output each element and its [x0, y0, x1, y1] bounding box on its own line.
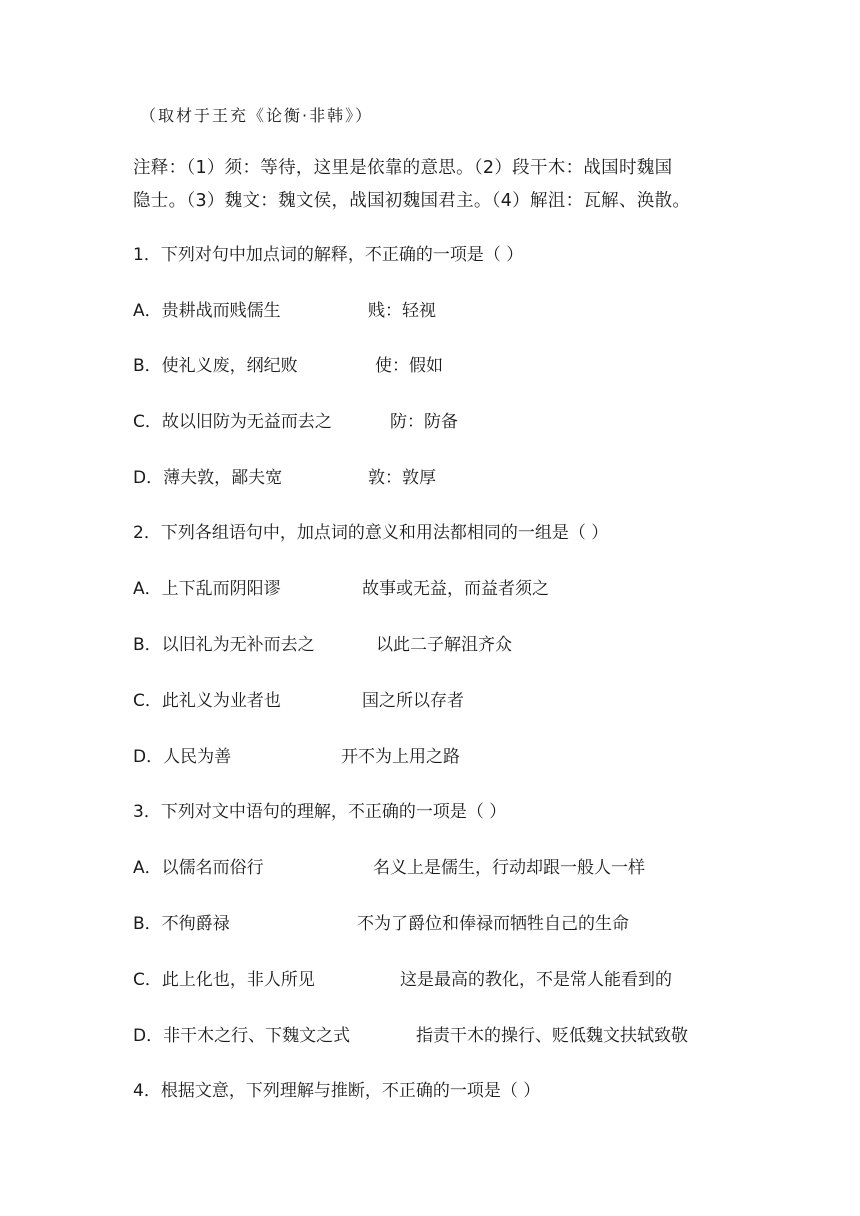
question-1-stem: 1．下列对句中加点词的解释，不正确的一项是（ ）: [133, 245, 524, 265]
question-3-option-a-meaning: 名义上是儒生，行动却跟一般人一样: [373, 858, 645, 878]
source-citation: （取材于王充《论衡·非韩》）: [140, 106, 374, 125]
question-2-stem: 2．下列各组语句中，加点词的意义和用法都相同的一组是（ ）: [133, 523, 609, 543]
annotation-line-1: 注释：（1）须：等待，这里是依靠的意思。（2）段干木：战国时魏国: [133, 158, 673, 178]
question-3-option-b: B．不徇爵禄: [133, 914, 230, 934]
question-3-option-d-meaning: 指责干木的操行、贬低魏文扶轼致敬: [416, 1026, 688, 1046]
question-3-option-b-meaning: 不为了爵位和俸禄而牺牲自己的生命: [357, 914, 629, 934]
question-1-option-b-gloss: 使：假如: [375, 356, 443, 376]
question-3-option-c-meaning: 这是最高的教化，不是常人能看到的: [400, 970, 672, 990]
question-2-option-a: A．上下乱而阴阳谬: [133, 579, 281, 599]
question-3-option-c: C．此上化也，非人所见: [133, 970, 315, 990]
question-1-option-d: D．薄夫敦，鄙夫宽: [133, 468, 283, 488]
question-1-option-a-gloss: 贱：轻视: [368, 301, 436, 321]
question-1-option-c: C．故以旧防为无益而去之: [133, 412, 332, 432]
question-2-option-c-pair: 国之所以存者: [362, 691, 464, 711]
annotation-line-2: 隐士。（3）魏文：魏文侯，战国初魏国君主。（4）解沮：瓦解、涣散。: [133, 191, 691, 211]
question-2-option-d: D．人民为善: [133, 747, 232, 767]
question-1-option-a: A．贵耕战而贱儒生: [133, 301, 281, 321]
question-2-option-b-pair: 以此二子解沮齐众: [376, 635, 512, 655]
question-2-option-a-pair: 故事或无益，而益者须之: [362, 579, 549, 599]
question-1-option-b: B．使礼义废，纲纪败: [133, 356, 298, 376]
question-1-option-d-gloss: 敦：敦厚: [368, 468, 436, 488]
question-3-option-d: D．非干木之行、下魏文之式: [133, 1026, 351, 1046]
question-2-option-b: B．以旧礼为无补而去之: [133, 635, 315, 655]
question-3-option-a: A．以儒名而俗行: [133, 858, 264, 878]
question-3-stem: 3．下列对文中语句的理解，不正确的一项是（ ）: [133, 802, 507, 822]
question-2-option-d-pair: 开不为上用之路: [341, 747, 460, 767]
question-1-option-c-gloss: 防：防备: [390, 412, 458, 432]
question-2-option-c: C．此礼义为业者也: [133, 691, 281, 711]
question-4-stem: 4．根据文意，下列理解与推断，不正确的一项是（ ）: [133, 1081, 541, 1101]
